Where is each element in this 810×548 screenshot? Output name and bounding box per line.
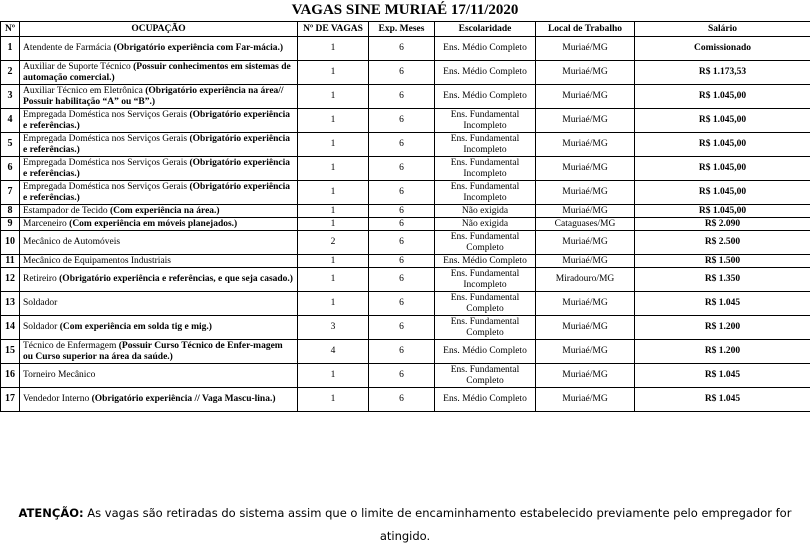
vacancies-cell: 1 — [298, 364, 369, 388]
occupation-name: Empregada Doméstica nos Serviços Gerais — [23, 110, 187, 120]
vacancies-cell: 1 — [298, 85, 369, 109]
table-row — [1, 61, 810, 85]
occupation-requirements: (Com experiência na área.) — [108, 206, 220, 216]
occupation-name: Marceneiro — [23, 219, 67, 229]
occupation-requirements: (Obrigatório experiência e referências.) — [23, 182, 290, 203]
experience-cell: 6 — [369, 133, 435, 157]
experience-cell: 6 — [369, 340, 435, 364]
occupation-name: Empregada Doméstica nos Serviços Gerais — [23, 158, 187, 168]
occupation-name: Estampador de Tecido — [23, 206, 108, 216]
location-cell: Muriaé/MG — [536, 61, 635, 85]
salary-cell: R$ 1.045,00 — [635, 157, 810, 181]
table-row — [1, 37, 810, 61]
location-cell: Muriaé/MG — [536, 364, 635, 388]
footer-text: As vagas são retiradas do sistema assim que o limite de encaminhamento estabelecido previamente pelo empregador for atingido. — [84, 506, 792, 543]
occupation-cell — [20, 61, 298, 85]
experience-cell: 6 — [369, 268, 435, 292]
row-number: 15 — [1, 340, 20, 364]
salary-cell: R$ 1.045,00 — [635, 205, 810, 218]
schooling-cell: Ens. Fundamental Completo — [435, 316, 536, 340]
salary-cell: R$ 1.200 — [635, 316, 810, 340]
occupation-cell — [20, 268, 298, 292]
occupation-cell — [20, 133, 298, 157]
occupation-cell — [20, 340, 298, 364]
occupation-name: Soldador — [23, 298, 57, 308]
table-header-row — [1, 22, 810, 37]
schooling-cell: Ens. Fundamental Incompleto — [435, 268, 536, 292]
occupation-name: Soldador — [23, 322, 57, 332]
row-number: 13 — [1, 292, 20, 316]
occupation-requirements: (Com experiência em solda tig e mig.) — [57, 322, 212, 332]
schooling-cell: Ens. Fundamental Incompleto — [435, 109, 536, 133]
salary-cell: R$ 1.200 — [635, 340, 810, 364]
table-row — [1, 181, 810, 205]
location-cell: Muriaé/MG — [536, 181, 635, 205]
location-cell: Muriaé/MG — [536, 157, 635, 181]
experience-cell: 6 — [369, 61, 435, 85]
salary-cell: R$ 2.500 — [635, 231, 810, 255]
row-number: 9 — [1, 218, 20, 231]
occupation-cell — [20, 157, 298, 181]
occupation-cell — [20, 181, 298, 205]
occupation-requirements: (Possuir conhecimentos em sistemas de automação comercial.) — [23, 62, 291, 83]
table-row — [1, 340, 810, 364]
vacancies-cell: 1 — [298, 255, 369, 268]
location-cell: Muriaé/MG — [536, 205, 635, 218]
vacancies-cell: 4 — [298, 340, 369, 364]
occupation-requirements: (Obrigatório experiência e referências, e que seja casado.) — [57, 274, 293, 284]
vacancies-cell: 1 — [298, 388, 369, 412]
occupation-name: Vendedor Interno — [23, 394, 89, 404]
table-row — [1, 109, 810, 133]
header-num: Nº — [1, 22, 20, 37]
header-schooling: Escolaridade — [435, 22, 536, 37]
salary-cell: R$ 1.045,00 — [635, 133, 810, 157]
vacancies-cell: 1 — [298, 109, 369, 133]
experience-cell: 6 — [369, 388, 435, 412]
salary-cell: Comissionado — [635, 37, 810, 61]
occupation-requirements: (Obrigatório experiência com Far-mácia.) — [111, 43, 283, 53]
row-number: 5 — [1, 133, 20, 157]
location-cell: Muriaé/MG — [536, 109, 635, 133]
row-number: 14 — [1, 316, 20, 340]
vacancies-cell: 3 — [298, 316, 369, 340]
experience-cell: 6 — [369, 181, 435, 205]
page-title: VAGAS SINE MURIAÉ 17/11/2020 — [0, 0, 810, 21]
occupation-requirements: (Obrigatório experiência e referências.) — [23, 134, 290, 155]
schooling-cell: Ens. Médio Completo — [435, 255, 536, 268]
schooling-cell: Não exigida — [435, 205, 536, 218]
table-row — [1, 364, 810, 388]
schooling-cell: Ens. Fundamental Completo — [435, 364, 536, 388]
row-number: 1 — [1, 37, 20, 61]
table-row — [1, 268, 810, 292]
experience-cell: 6 — [369, 37, 435, 61]
occupation-name: Auxiliar de Suporte Técnico — [23, 62, 131, 72]
experience-cell: 6 — [369, 231, 435, 255]
row-number: 17 — [1, 388, 20, 412]
location-cell: Muriaé/MG — [536, 37, 635, 61]
occupation-name: Mecânico de Equipamentos Industriais — [23, 256, 171, 266]
schooling-cell: Ens. Fundamental Incompleto — [435, 181, 536, 205]
experience-cell: 6 — [369, 292, 435, 316]
occupation-name: Auxiliar Técnico em Eletrônica — [23, 86, 143, 96]
schooling-cell: Ens. Médio Completo — [435, 37, 536, 61]
header-salary: Salário — [635, 22, 810, 37]
row-number: 3 — [1, 85, 20, 109]
vacancies-table — [0, 21, 810, 412]
schooling-cell: Ens. Médio Completo — [435, 388, 536, 412]
header-location: Local de Trabalho — [536, 22, 635, 37]
location-cell: Muriaé/MG — [536, 231, 635, 255]
salary-cell: R$ 1.350 — [635, 268, 810, 292]
occupation-cell — [20, 37, 298, 61]
salary-cell: R$ 1.500 — [635, 255, 810, 268]
row-number: 12 — [1, 268, 20, 292]
experience-cell: 6 — [369, 85, 435, 109]
vacancies-cell: 2 — [298, 231, 369, 255]
salary-cell: R$ 1.045,00 — [635, 85, 810, 109]
location-cell: Miradouro/MG — [536, 268, 635, 292]
occupation-cell — [20, 218, 298, 231]
occupation-cell — [20, 316, 298, 340]
experience-cell: 6 — [369, 316, 435, 340]
vacancies-cell: 1 — [298, 157, 369, 181]
header-vacancies: Nº DE VAGAS — [298, 22, 369, 37]
salary-cell: R$ 1.045 — [635, 364, 810, 388]
salary-cell: R$ 1.045,00 — [635, 181, 810, 205]
schooling-cell: Ens. Médio Completo — [435, 85, 536, 109]
table-row — [1, 218, 810, 231]
occupation-cell — [20, 231, 298, 255]
salary-cell: R$ 1.173,53 — [635, 61, 810, 85]
row-number: 2 — [1, 61, 20, 85]
occupation-cell — [20, 364, 298, 388]
occupation-requirements: (Obrigatório experiência // Vaga Mascu-lina.) — [89, 394, 275, 404]
occupation-cell — [20, 255, 298, 268]
schooling-cell: Ens. Fundamental Completo — [435, 231, 536, 255]
occupation-cell — [20, 205, 298, 218]
vacancies-cell: 1 — [298, 205, 369, 218]
vacancies-cell: 1 — [298, 268, 369, 292]
footer-notice — [0, 502, 810, 525]
table-row — [1, 205, 810, 218]
location-cell: Muriaé/MG — [536, 340, 635, 364]
schooling-cell: Ens. Fundamental Incompleto — [435, 133, 536, 157]
occupation-name: Retireiro — [23, 274, 57, 284]
header-occupation: OCUPAÇÃO — [20, 22, 298, 37]
vacancies-cell: 1 — [298, 218, 369, 231]
salary-cell: R$ 1.045 — [635, 292, 810, 316]
vacancies-cell: 1 — [298, 133, 369, 157]
experience-cell: 6 — [369, 157, 435, 181]
row-number: 7 — [1, 181, 20, 205]
vacancies-cell: 1 — [298, 61, 369, 85]
schooling-cell: Ens. Fundamental Incompleto — [435, 157, 536, 181]
experience-cell: 6 — [369, 255, 435, 268]
salary-cell: R$ 2.090 — [635, 218, 810, 231]
experience-cell: 6 — [369, 364, 435, 388]
row-number: 10 — [1, 231, 20, 255]
occupation-requirements: (Possuir Curso Técnico de Enfer-magem ou Curso superior na área da saúde.) — [23, 341, 283, 362]
occupation-name: Mecânico de Automóveis — [23, 237, 120, 247]
occupation-cell — [20, 388, 298, 412]
location-cell: Muriaé/MG — [536, 255, 635, 268]
vacancies-cell: 1 — [298, 292, 369, 316]
table-row — [1, 388, 810, 412]
table-row — [1, 316, 810, 340]
table-row — [1, 292, 810, 316]
footer-label: ATENÇÃO: — [19, 506, 84, 520]
vacancies-cell: 1 — [298, 181, 369, 205]
location-cell: Cataguases/MG — [536, 218, 635, 231]
location-cell: Muriaé/MG — [536, 85, 635, 109]
schooling-cell: Ens. Médio Completo — [435, 340, 536, 364]
occupation-cell — [20, 109, 298, 133]
row-number: 6 — [1, 157, 20, 181]
occupation-requirements: (Obrigatório experiência na área// Possuir habilitação “A” ou “B”.) — [23, 86, 284, 107]
vacancies-cell: 1 — [298, 37, 369, 61]
table-row — [1, 255, 810, 268]
row-number: 16 — [1, 364, 20, 388]
schooling-cell: Ens. Fundamental Completo — [435, 292, 536, 316]
row-number: 11 — [1, 255, 20, 268]
location-cell: Muriaé/MG — [536, 133, 635, 157]
occupation-requirements: (Obrigatório experiência e referências.) — [23, 158, 290, 179]
salary-cell: R$ 1.045 — [635, 388, 810, 412]
occupation-cell — [20, 85, 298, 109]
experience-cell: 6 — [369, 218, 435, 231]
occupation-name: Empregada Doméstica nos Serviços Gerais — [23, 182, 187, 192]
occupation-cell — [20, 292, 298, 316]
occupation-name: Atendente de Farmácia — [23, 43, 111, 53]
occupation-requirements: (Obrigatório experiência e referências.) — [23, 110, 290, 131]
schooling-cell: Não exigida — [435, 218, 536, 231]
occupation-name: Técnico de Enfermagem — [23, 341, 116, 351]
occupation-requirements: (Com experiência em móveis planejados.) — [67, 219, 237, 229]
table-row — [1, 85, 810, 109]
schooling-cell: Ens. Médio Completo — [435, 61, 536, 85]
experience-cell: 6 — [369, 205, 435, 218]
location-cell: Muriaé/MG — [536, 316, 635, 340]
table-row — [1, 231, 810, 255]
experience-cell: 6 — [369, 109, 435, 133]
occupation-name: Empregada Doméstica nos Serviços Gerais — [23, 134, 187, 144]
row-number: 8 — [1, 205, 20, 218]
header-experience: Exp. Meses — [369, 22, 435, 37]
table-row — [1, 157, 810, 181]
location-cell: Muriaé/MG — [536, 292, 635, 316]
table-row — [1, 133, 810, 157]
row-number: 4 — [1, 109, 20, 133]
occupation-name: Torneiro Mecânico — [23, 370, 95, 380]
location-cell: Muriaé/MG — [536, 388, 635, 412]
salary-cell: R$ 1.045,00 — [635, 109, 810, 133]
